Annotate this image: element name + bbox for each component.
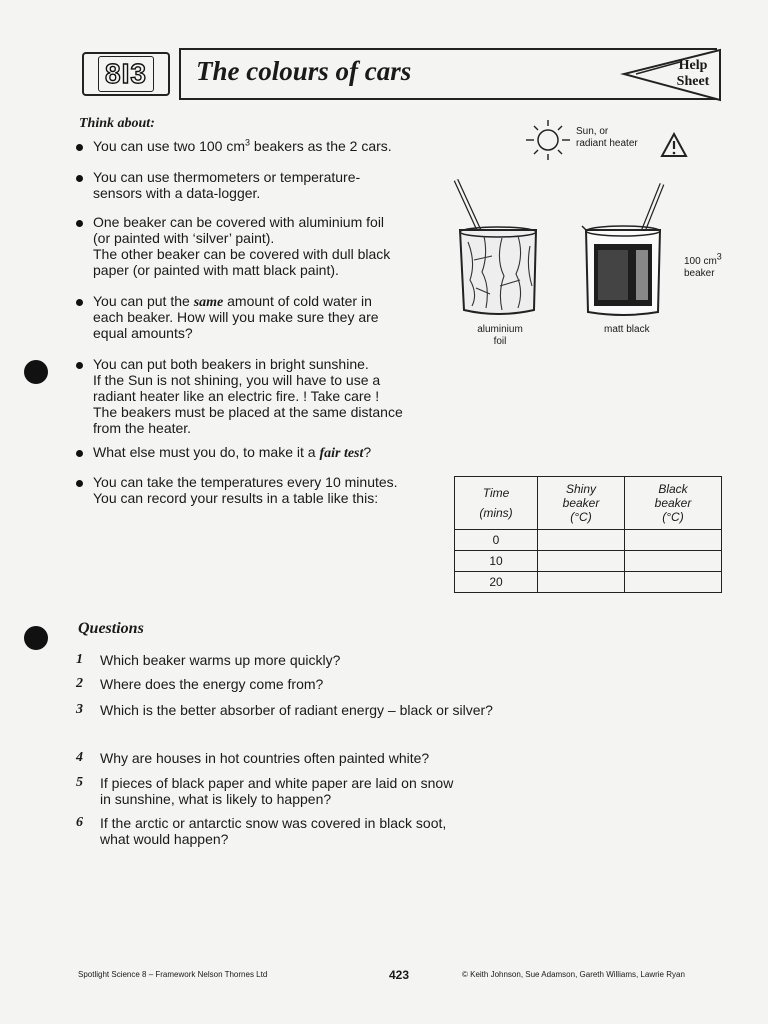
page-title: The colours of cars xyxy=(196,56,412,86)
table-header-row xyxy=(455,477,722,530)
binder-hole xyxy=(24,360,48,384)
bullet-dot xyxy=(76,480,83,487)
worksheet-code-box xyxy=(82,52,170,96)
sun-label: Sun, or radiant heater xyxy=(576,126,638,149)
black-beaker-icon xyxy=(576,180,676,320)
bullet-dot xyxy=(76,362,83,369)
help-sheet-label: Help Sheet xyxy=(676,58,710,89)
bullet-dot xyxy=(76,299,83,306)
time-header: Time (mins) xyxy=(455,477,538,530)
foil-beaker-icon xyxy=(446,176,550,322)
bullet-dot xyxy=(76,450,83,457)
footer-copyright: © Keith Johnson, Sue Adamson, Gareth Williams, Lawrie Ryan xyxy=(462,970,685,979)
matt-black-label: matt black xyxy=(604,324,650,335)
table-row: 0 xyxy=(455,530,722,551)
bullet-dot xyxy=(76,175,83,182)
sun-icon xyxy=(522,118,574,162)
page-number: 423 xyxy=(389,968,410,982)
bullet-dot xyxy=(76,220,83,227)
warning-icon xyxy=(660,132,688,158)
table-row: 10 xyxy=(455,551,722,572)
bullet-dot xyxy=(76,144,83,151)
binder-hole xyxy=(24,626,48,650)
black-header: Black beaker (°C) xyxy=(625,477,722,530)
think-about-heading: Think about: xyxy=(79,116,155,131)
footer-publisher: Spotlight Science 8 – Framework Nelson Thornes Ltd xyxy=(78,970,268,979)
worksheet-code: 8I3 xyxy=(98,56,154,92)
table-row: 20 xyxy=(455,572,722,593)
foil-label: aluminium foil xyxy=(477,324,523,347)
results-table xyxy=(454,476,722,593)
shiny-header: Shiny beaker (°C) xyxy=(538,477,625,530)
questions-heading: Questions xyxy=(78,620,144,637)
beaker-label: 100 $cm^3$ beaker xyxy=(684,251,722,279)
